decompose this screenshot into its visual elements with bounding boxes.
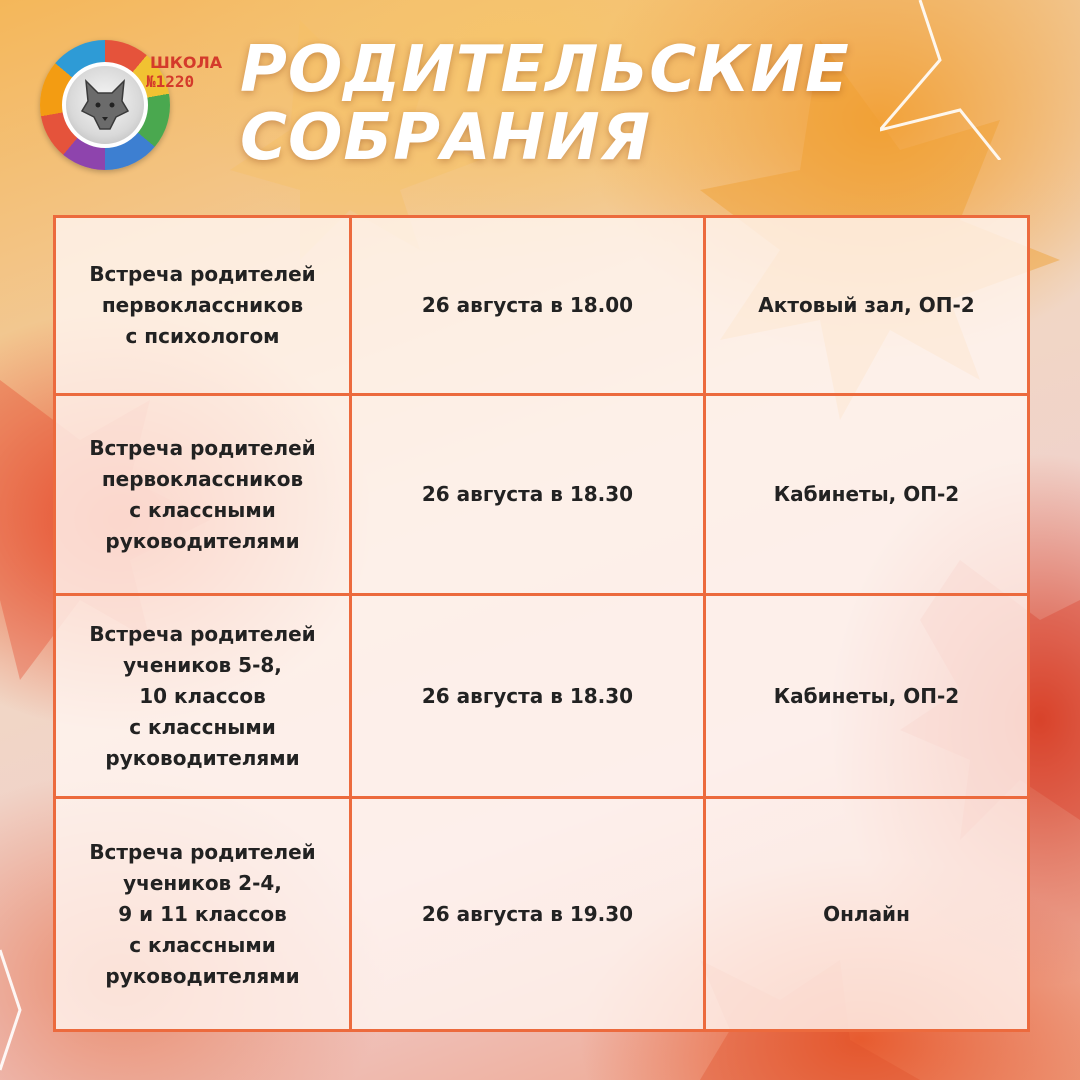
meeting-audience: Встреча родителей учеников 2-4, 9 и 11 классов с классными руководителями: [89, 839, 316, 988]
table-row: [55, 217, 1029, 395]
page-title-line-2: СОБРАНИЯ: [240, 101, 651, 175]
meeting-location-cell: [705, 217, 1029, 395]
meeting-time: 26 августа в 18.30: [421, 482, 634, 506]
meeting-time: 26 августа в 18.00: [421, 293, 634, 317]
meeting-location-cell: [705, 798, 1029, 1031]
meeting-location: Кабинеты, ОП-2: [773, 683, 960, 708]
meeting-time-cell: [351, 595, 705, 798]
meeting-time: 26 августа в 19.30: [421, 901, 634, 926]
meeting-audience-cell: [55, 395, 351, 595]
table-row: [55, 395, 1029, 595]
meeting-audience: Встреча родителей первоклассников с классными руководителями: [89, 435, 316, 553]
meeting-time-cell: [351, 217, 705, 395]
table-row: [55, 595, 1029, 798]
meeting-audience-cell: [55, 217, 351, 395]
decorative-outline-top-right: [880, 0, 1080, 160]
meeting-audience-cell: [55, 798, 351, 1031]
meeting-audience: Встреча родителей учеников 5-8, 10 классов с классными руководителями: [89, 621, 316, 770]
wolf-emblem-icon: [62, 62, 148, 148]
page-title-line-1: РОДИТЕЛЬСКИЕ: [240, 33, 850, 107]
meeting-location-cell: [705, 395, 1029, 595]
meeting-location-cell: [705, 595, 1029, 798]
meeting-time-cell: [351, 798, 705, 1031]
table-row: [55, 798, 1029, 1031]
meeting-time-cell: [351, 395, 705, 595]
meeting-location: Актовый зал, ОП-2: [758, 293, 975, 317]
meeting-location: Онлайн: [823, 901, 910, 926]
page-title: [240, 33, 850, 175]
meetings-table: [53, 215, 1030, 1032]
meeting-audience-cell: [55, 595, 351, 798]
school-number: №1220: [146, 72, 195, 91]
meeting-time: 26 августа в 18.30: [421, 683, 634, 708]
meeting-location: Кабинеты, ОП-2: [773, 482, 960, 506]
school-label: ШКОЛА: [150, 53, 223, 72]
meeting-audience: Встреча родителей первоклассников с психологом: [89, 262, 316, 348]
